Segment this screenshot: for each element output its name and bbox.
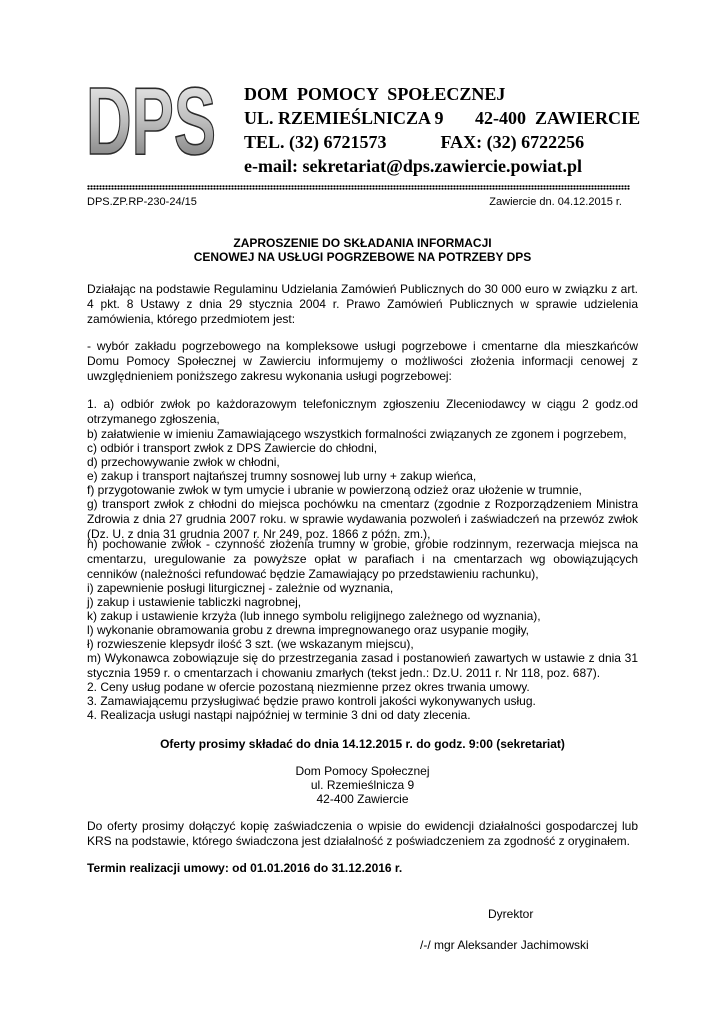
- recipient-line2: ul. Rzemieślnicza 9: [310, 778, 415, 792]
- reference-number: DPS.ZP.RP-230-24/15: [87, 196, 197, 208]
- attachment-paragraph: Do oferty prosimy dołączyć kopię zaświadczenia o wpisie do ewidencji działalności gospodarczej lub KRS na podstawie, którego świadczona jest działalność z poświadczeniem za zgodność z oryginałem.: [87, 819, 638, 848]
- list-item-h: h) pochowanie zwłok - czynność złożenia trumny w grobie, grobie rodzinnym, rezerwacja miejsca na cmentarzu, uregulowanie za powyższe opłat w parafiach i na cmentarzach wg obowiązujących cenników (należności refundować będzie Zamawiający po przedstawieniu rachunku),: [87, 537, 638, 581]
- list-item-i: i) zapewnienie posługi liturgicznej - zależnie od wyznania,: [87, 581, 394, 595]
- list-item-2: 2. Ceny usług podane w ofercie pozostaną niezmienne przez okres trwania umowy.: [87, 680, 530, 694]
- institution-name: DOM POMOCY SPOŁECZNEJ: [244, 84, 506, 104]
- list-item-k: k) zakup i ustawienie krzyża (lub innego symbolu religijnego zależnego od wyznania),: [87, 609, 541, 623]
- list-item-a: 1. a) odbiór zwłok po każdorazowym telefonicznym zgłoszeniu Zleceniodawcy w ciągu 2 godz.od otrzymanego zgłoszenia,: [87, 397, 638, 426]
- list-item-m: m) Wykonawca zobowiązuje się do przestrzegania zasad i postanowień zawartych w ustawie z dnia 31 stycznia 1959 r. o cmentarzach i chowaniu zmarłych (tekst jedn.: Dz.U. 2011 r. Nr 118, poz. 687).: [87, 651, 638, 680]
- institution-phones: TEL. (32) 6721573 FAX: (32) 6722256: [244, 132, 585, 152]
- list-item-c: c) odbiór i transport zwłok z DPS Zawiercie do chłodni,: [87, 441, 378, 455]
- dps-logo-text: DPS: [86, 68, 216, 175]
- document-title-line1: ZAPROSZENIE DO SKŁADANIA INFORMACJI: [233, 236, 492, 250]
- list-item-l: l) wykonanie obramowania grobu z drewna impregnowanego oraz usypanie mogiły,: [87, 623, 530, 637]
- list-item-f: f) przygotowanie zwłok w tym umycie i ubranie w powierzoną odzież oraz ułożenie w trumnie,: [87, 483, 582, 497]
- list-item-b: b) załatwienie w imieniu Zamawiającego wszystkich formalności związanych ze zgonem i pogrzebem,: [87, 427, 627, 441]
- offer-deadline: Oferty prosimy składać do dnia 14.12.2015 r. do godz. 9:00 (sekretariat): [160, 737, 565, 751]
- intro-paragraph: Działając na podstawie Regulaminu Udzielania Zamówień Publicznych do 30 000 euro w związku z art. 4 pkt. 8 Ustawy z dnia 29 stycznia 2004 r. Prawo Zamówień Publicznych w sprawie udzielenia zamówienia, którego przedmiotem jest:: [87, 282, 638, 326]
- list-item-g: g) transport zwłok z chłodni do miejsca pochówku na cmentarz (zgodnie z Rozporządzeniem Ministra Zdrowia z dnia 27 grudnia 2007 roku. w sprawie wydawania pozwoleń i zaświadczeń na przewóz zwłok (Dz. U. z dnia 31 grudnia 2007 r. Nr 249, poz. 1866 z późn. zm.),: [87, 497, 638, 541]
- list-item-j: j) zakup i ustawienie tabliczki nagrobnej,: [87, 595, 302, 609]
- list-item-d: d) przechowywanie zwłok w chłodni,: [87, 455, 280, 469]
- scope-paragraph: - wybór zakładu pogrzebowego na kompleksowe usługi pogrzebowe i cmentarne dla mieszkańców Domu Pomocy Społecznej w Zawierciu informujemy o możliwości złożenia informacji cenowej z uwzględnieniem poniższego zakresu wykonania usługi pogrzebowej:: [87, 339, 638, 383]
- contract-term: Termin realizacji umowy: od 01.01.2016 do 31.12.2016 r.: [87, 861, 403, 875]
- recipient-line3: 42-400 Zawiercie: [316, 792, 409, 806]
- header-divider: [87, 185, 630, 190]
- signature-role: Dyrektor: [488, 907, 534, 921]
- institution-address: UL. RZEMIEŚLNICZA 9 42-400 ZAWIERCIE: [244, 108, 641, 128]
- document-title-line2: CENOWEJ NA USŁUGI POGRZEBOWE NA POTRZEBY DPS: [193, 250, 532, 264]
- list-item-l-stroke: ł) rozwieszenie klepsydr ilość 3 szt. (we wskazanym miejscu),: [87, 637, 414, 651]
- signature-name: /-/ mgr Aleksander Jachimowski: [420, 938, 589, 952]
- list-item-e: e) zakup i transport najtańszej trumny sosnowej lub urny + zakup wieńca,: [87, 469, 477, 483]
- list-item-3: 3. Zamawiającemu przysługiwać będzie prawo kontroli jakości wykonywanych usług.: [87, 694, 536, 708]
- place-date: Zawiercie dn. 04.12.2015 r.: [489, 196, 622, 208]
- dps-logo: [84, 68, 220, 175]
- institution-email: e-mail: sekretariat@dps.zawiercie.powiat.pl: [244, 156, 583, 176]
- recipient-line1: Dom Pomocy Społecznej: [295, 764, 430, 778]
- list-item-4: 4. Realizacja usługi nastąpi najpóźniej w terminie 3 dni od daty zlecenia.: [87, 708, 471, 722]
